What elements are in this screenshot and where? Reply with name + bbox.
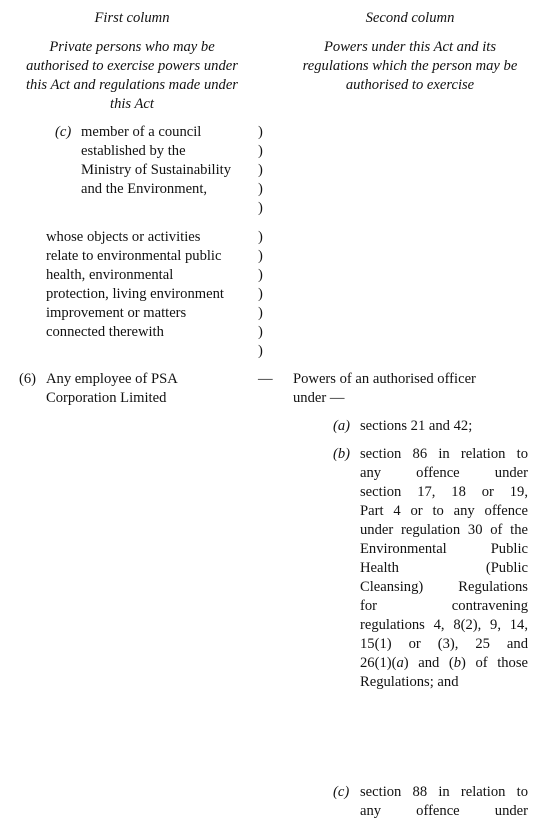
- entry-6-dash: —: [258, 371, 273, 387]
- item-b-line-12: 26(1)(a) and (b) of those: [360, 655, 529, 671]
- second-column-heading: Second column: [365, 10, 455, 26]
- entry-6-number: (6): [19, 371, 37, 387]
- first-column-heading: First column: [94, 10, 170, 26]
- entry-c-label: (c): [55, 124, 72, 140]
